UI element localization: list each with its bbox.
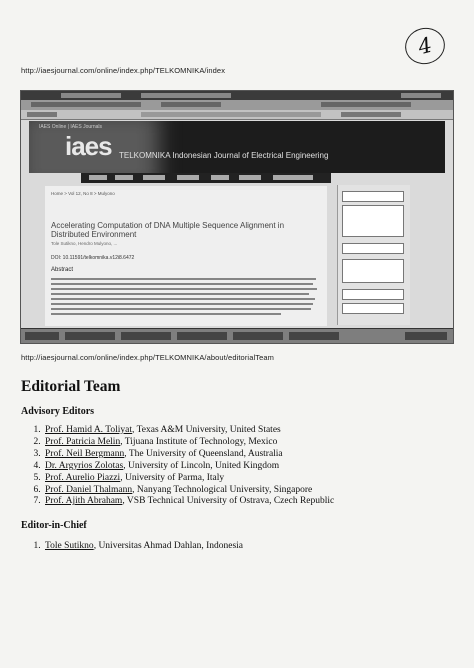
- embedded-browser-screenshot: [20, 90, 454, 344]
- os-taskbar: [21, 328, 453, 343]
- list-item: 7. Prof. Ajith Abraham, VSB Technical University of Ostrava, Czech Republic: [43, 496, 441, 508]
- article-title: Accelerating Computation of DNA Multiple Sequence Alignment in Distributed Environment: [51, 221, 285, 239]
- browser-menu-bar: [21, 100, 453, 110]
- iaes-logo: iaes: [65, 131, 112, 161]
- list-item: 1. Tole Sutikno, Universitas Ahmad Dahlan, Indonesia: [43, 541, 441, 553]
- journal-banner: [29, 121, 445, 173]
- editor-in-chief-heading: Editor-in-Chief: [21, 520, 87, 532]
- list-item: 5. Prof. Aurelio Piazzi, University of Parma, Italy: [43, 473, 441, 485]
- page-number-text: 4: [415, 32, 435, 60]
- journal-sidebar: [337, 185, 410, 325]
- list-item: 1. Prof. Hamid A. Toliyat, Texas A&M University, United States: [43, 425, 441, 437]
- list-item: 3. Prof. Neil Bergmann, The University of Queensland, Australia: [43, 449, 441, 461]
- list-item: 2. Prof. Patricia Melin, Tijuana Institute of Technology, Mexico: [43, 437, 441, 449]
- editorial-team-title: Editorial Team: [21, 378, 121, 395]
- advisory-editors-list: [21, 425, 441, 508]
- list-item: 4. Dr. Argyrios Zolotas, University of Lincoln, United Kingdom: [43, 461, 441, 473]
- banner-tabs: IAES Online | IAES Journals: [39, 124, 102, 130]
- article-authors: Tole Sutikno, Hendro Mulyono, ...: [51, 241, 118, 246]
- editor-in-chief-list: [21, 541, 441, 553]
- journal-title: TELKOMNIKA Indonesian Journal of Electrical Engineering: [119, 151, 329, 160]
- editorial-team-section: [21, 378, 441, 553]
- breadcrumb: Home > Vol 12, No 8 > Mulyono: [51, 191, 115, 196]
- browser-title-bar: [21, 91, 453, 100]
- list-item: 6. Prof. Daniel Thalmann, Nanyang Technological University, Singapore: [43, 485, 441, 497]
- top-url-caption: http://iaesjournal.com/online/index.php/TELKOMNIKA/index: [21, 66, 226, 75]
- editorial-url-caption: http://iaesjournal.com/online/index.php/TELKOMNIKA/about/editorialTeam: [21, 353, 274, 362]
- browser-address-bar: [21, 110, 453, 120]
- advisory-editors-heading: Advisory Editors: [21, 406, 95, 417]
- handwritten-page-number: [401, 24, 449, 69]
- abstract-heading: Abstract: [51, 267, 74, 273]
- journal-nav-menu: [81, 173, 331, 183]
- article-doi: DOI: 10.11591/telkomnika.v12i8.6472: [51, 255, 135, 261]
